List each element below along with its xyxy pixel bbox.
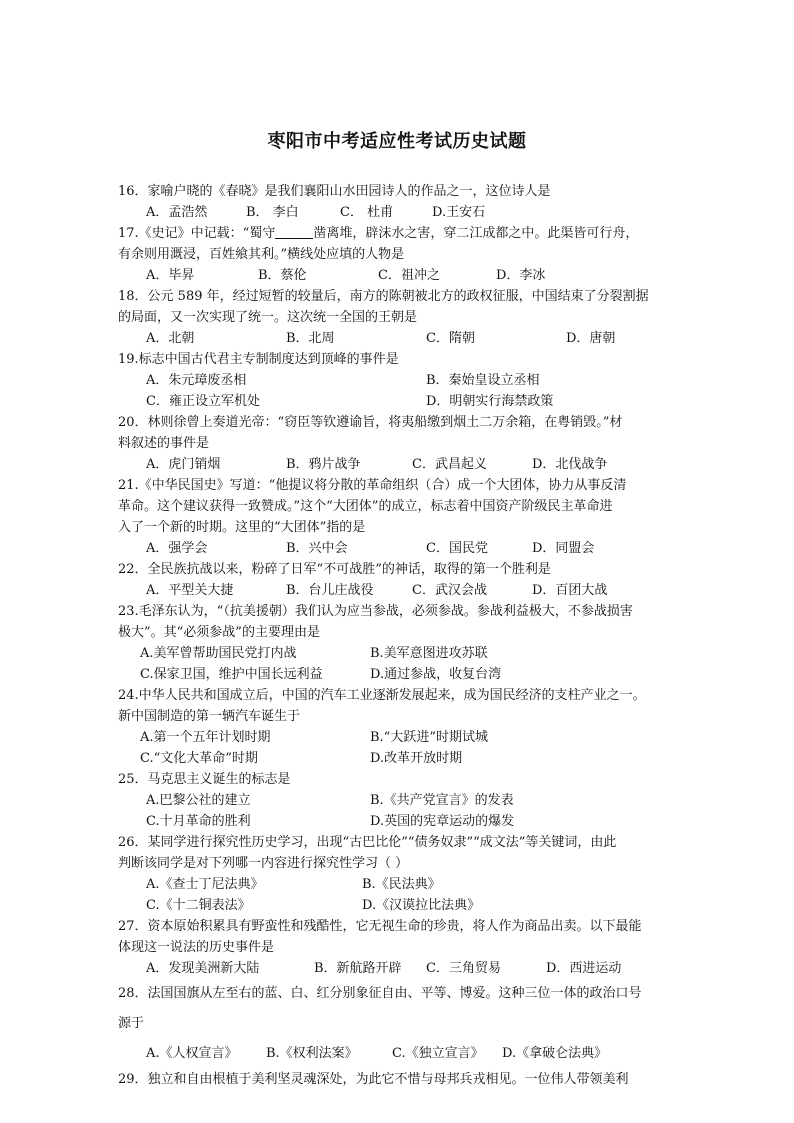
option-d: D.《拿破仑法典》	[502, 1046, 608, 1061]
option-c: C．三角贸易	[426, 961, 501, 976]
option-b: B.美军意图进攻苏联	[370, 646, 488, 661]
question-28-stem: 28．法国国旗从左至右的蓝、白、红分别象征自由、平等、博爱。这种三位一体的政治口号	[118, 986, 642, 1001]
option-b: B． 李白	[246, 205, 299, 220]
option-a: A．虎门销烟	[146, 457, 221, 472]
option-a: A．毕昇	[146, 268, 195, 283]
question-17-stem-line2: 有余则用溉浸，百姓飨其利。”横线处应填的人物是	[118, 247, 405, 262]
question-list	[118, 181, 698, 1090]
question-27-stem: 27．资本原始积累具有野蛮性和残酷性，它无视生命的珍贵，将人作为商品出卖。以下最能	[118, 919, 642, 934]
option-c: C.《十二铜表法》	[146, 898, 251, 913]
option-d: D.通过参战，收复台湾	[370, 667, 502, 682]
option-d: D．同盟会	[532, 541, 595, 556]
question-27-options	[118, 958, 698, 979]
question-18-stem-line2: 的局面，又一次实现了统一。这次统一全国的王朝是	[118, 310, 418, 325]
option-b: B．秦始皇设立丞相	[426, 373, 540, 388]
option-b: B．台儿庄战役	[286, 583, 374, 598]
option-c: C.保家卫国，维护中国长远利益	[140, 667, 323, 682]
option-c: C． 杜甫	[340, 205, 394, 220]
option-c: C．国民党	[426, 541, 488, 556]
option-b: B.《共产党宣言》的发表	[370, 793, 514, 808]
option-c: C．武汉会战	[412, 583, 487, 598]
question-26-options-row2	[118, 895, 698, 916]
option-b: B．蔡伦	[258, 268, 307, 283]
option-c: C．隋朝	[426, 331, 475, 346]
question-29-stem: 29．独立和自由根植于美利坚灵魂深处，为此它不惜与母邦兵戎相见。一位伟人带领美利	[118, 1072, 629, 1087]
question-26-stem-line2: 判断该同学是对下列哪一内容进行探究性学习（ ）	[118, 856, 409, 871]
page-title: 枣阳市中考适应性考试历史试题	[267, 131, 527, 152]
option-d: D．百团大战	[532, 583, 608, 598]
question-25-options-row1	[118, 790, 698, 811]
question-17-stem-part1: 17.《史记》中记载：“蜀守	[118, 226, 276, 241]
question-23-options-row2	[118, 664, 698, 685]
question-16-options	[118, 202, 698, 223]
question-17-stem	[118, 223, 698, 244]
option-c: C.“文化大革命”时期	[140, 751, 258, 766]
question-17-options	[118, 265, 698, 286]
option-a: A.《查士丁尼法典》	[146, 877, 264, 892]
question-23-options-row1	[118, 643, 698, 664]
question-20-stem-line2: 料叙述的事件是	[118, 436, 210, 451]
option-a: A．北朝	[146, 331, 195, 346]
question-25-stem: 25．马克思主义诞生的标志是	[118, 772, 291, 787]
option-c: C.《独立宣言》	[392, 1046, 484, 1061]
question-24-stem-line2: 新中国制造的第一辆汽车诞生于	[118, 709, 301, 724]
option-b: B．北周	[286, 331, 335, 346]
option-a: A．朱元璋废丞相	[146, 373, 247, 388]
option-b: B.《权利法案》	[266, 1046, 358, 1061]
question-16-stem: 16．家喻户晓的《春晓》是我们襄阳山水田园诗人的作品之一，这位诗人是	[118, 184, 551, 199]
question-28-stem-line2: 源于	[118, 1016, 145, 1031]
question-22-options	[118, 580, 698, 601]
option-c: C．武昌起义	[412, 457, 487, 472]
question-21-stem: 21.《中华民国史》写道：“他提议将分散的革命组织（合）成一个大团体，协力从事反清	[118, 478, 627, 493]
question-24-options-row2	[118, 748, 698, 769]
question-19-options-row1	[118, 370, 698, 391]
question-20-stem: 20．林则徐曾上奏道光帝：“窃臣等钦遵谕旨，将夷船缴到烟土二万余箱，在粤销毁。”材	[118, 415, 623, 430]
option-a: A．平型关大捷	[146, 583, 234, 598]
question-19-stem: 19.标志中国古代君主专制制度达到顶峰的事件是	[118, 352, 399, 367]
option-a: A.美军曾帮助国民党打内战	[140, 646, 297, 661]
option-a: A．发现美洲新大陆	[146, 961, 260, 976]
option-a: A.第一个五年计划时期	[140, 730, 271, 745]
question-21-options	[118, 538, 698, 559]
option-d: D．西进运动	[546, 961, 622, 976]
question-20-options	[118, 454, 698, 475]
option-d: D.王安石	[432, 205, 486, 220]
question-27-stem-line2: 体现这一说法的历史事件是	[118, 940, 275, 955]
option-d: D．明朝实行海禁政策	[426, 394, 554, 409]
option-d: D．北伐战争	[532, 457, 608, 472]
option-d: D.《汉谟拉比法典》	[362, 898, 481, 913]
option-d: D.改革开放时期	[370, 751, 463, 766]
question-26-options-row1	[118, 874, 698, 895]
option-a: A．孟浩然	[146, 205, 208, 220]
question-24-options-row1	[118, 727, 698, 748]
option-a: A．强学会	[146, 541, 208, 556]
option-d: D．李冰	[496, 268, 546, 283]
question-23-stem: 23.毛泽东认为，“（抗美援朝）我们认为应当参战，必须参战。参战利益极大，不参战损害	[118, 604, 633, 619]
question-23-stem-line2: 极大”。其“必须参战”的主要理由是	[118, 625, 320, 640]
question-25-options-row2	[118, 811, 698, 832]
answer-blank	[275, 225, 313, 239]
question-21-stem-line3: 入了一个新的时期。这里的“大团体”指的是	[118, 520, 366, 535]
question-19-options-row2	[118, 391, 698, 412]
option-b: B．新航路开辟	[314, 961, 402, 976]
option-b: B.《民法典》	[362, 877, 441, 892]
option-c: C．雍正设立军机处	[146, 394, 260, 409]
option-c: C.十月革命的胜利	[146, 814, 251, 829]
option-a: A.《人权宣言》	[146, 1046, 238, 1061]
option-c: C．祖冲之	[378, 268, 440, 283]
option-d: D．唐朝	[566, 331, 616, 346]
option-b: B．鸦片战争	[286, 457, 361, 472]
option-b: B.“大跃进”时期试城	[370, 730, 488, 745]
question-18-options	[118, 328, 698, 349]
question-26-stem: 26．某同学进行探究性历史学习，出现“古巴比伦”“债务奴隶”“成文法”等关键词，由此	[118, 835, 617, 850]
question-28-options	[118, 1039, 698, 1069]
question-22-stem: 22．全民族抗战以来，粉碎了日军“不可战胜”的神话，取得的第一个胜利是	[118, 562, 551, 577]
question-24-stem: 24.中华人民共和国成立后，中国的汽车工业逐渐发展起来，成为国民经济的支柱产业之一。	[118, 688, 646, 703]
question-17-stem-part2: 凿离堆，辟沫水之害，穿二江成都之中。此渠皆可行舟，	[313, 226, 639, 241]
option-a: A.巴黎公社的建立	[146, 793, 251, 808]
question-18-stem: 18．公元 589 年，经过短暂的较量后，南方的陈朝被北方的政权征服，中国结束了分裂割据	[118, 289, 649, 304]
question-21-stem-line2: 革命。这个建议获得一致赞成。”这个“大团体”的成立，标志着中国资产阶级民主革命进	[118, 499, 613, 514]
option-b: B．兴中会	[286, 541, 348, 556]
option-d: D.英国的宪章运动的爆发	[370, 814, 515, 829]
